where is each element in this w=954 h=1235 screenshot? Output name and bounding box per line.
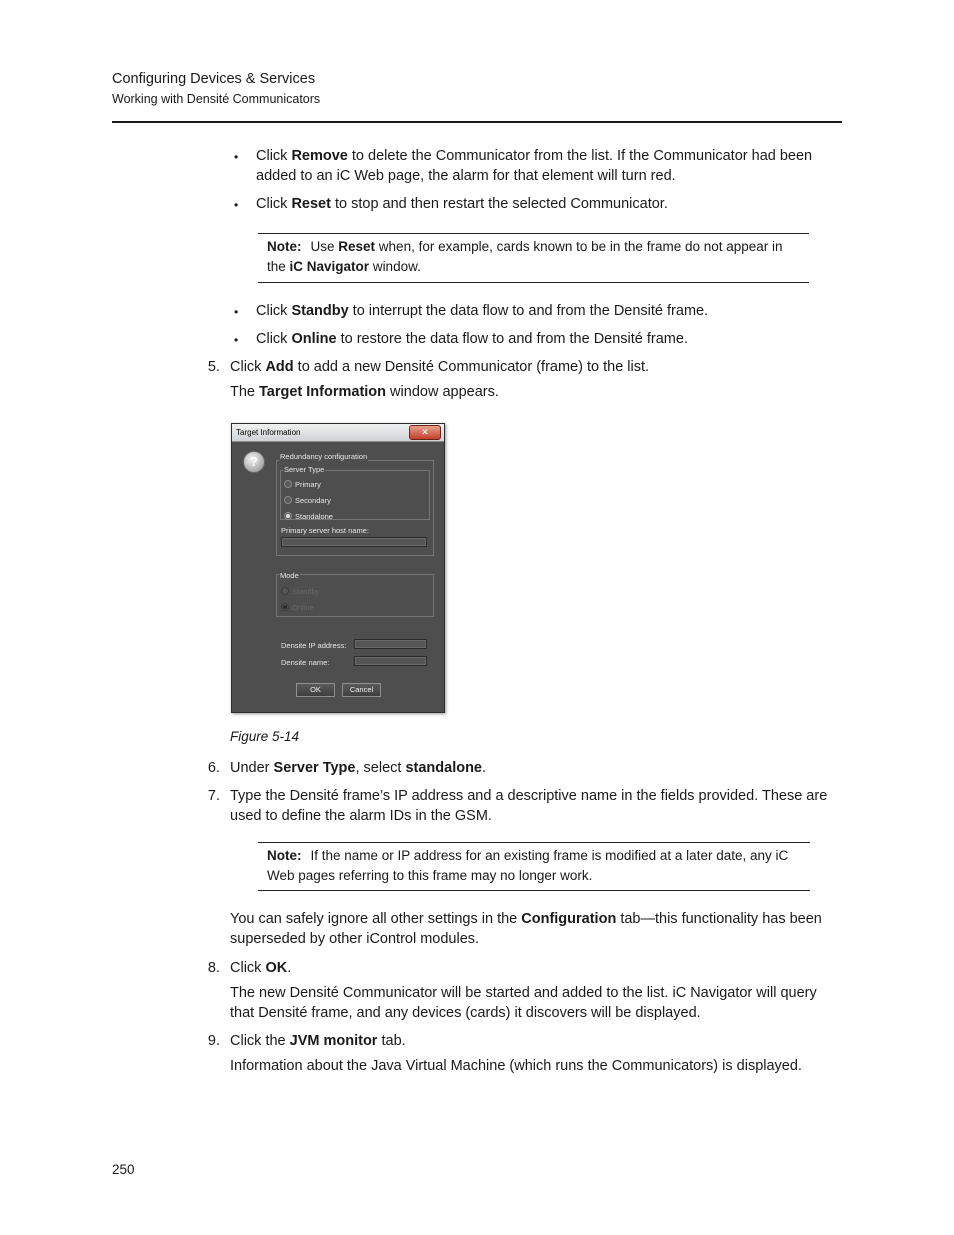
radio-primary[interactable] (284, 480, 292, 488)
server-type-legend: Server Type (284, 465, 325, 474)
step-number: 5. (207, 359, 220, 375)
running-header-chapter: Configuring Devices & Services (112, 71, 316, 87)
radio-secondary-label: Secondary (295, 496, 331, 505)
redundancy-legend: Redundancy configuration (280, 452, 368, 461)
page-number: 250 (112, 1162, 135, 1177)
radio-secondary[interactable] (284, 496, 292, 504)
radio-online[interactable] (281, 603, 289, 611)
step-number: 8. (207, 960, 220, 976)
note-reset: Note: Use Reset when, for example, cards known to be in the frame do not appear in the iC Navigator window. (258, 233, 809, 283)
radio-standalone-label: Standalone (295, 512, 333, 521)
step-8-result: The new Densité Communicator will be started and added to the list. iC Navigator will query that Densité frame, and any devices (cards) it discovers will be displayed. (230, 985, 817, 1021)
figure-caption: Figure 5-14 (230, 729, 300, 744)
bullet-marker: • (234, 150, 239, 164)
step-6: Under Server Type, select standalone. (230, 760, 487, 776)
densite-name-input[interactable] (354, 656, 427, 666)
radio-standby-label: Standby (292, 587, 320, 596)
bullet-reset: Click Reset to stop and then restart the selected Communicator. (256, 196, 668, 212)
bullet-online: Click Online to restore the data flow to and from the Densité frame. (256, 331, 688, 347)
close-icon[interactable]: ✕ (409, 425, 441, 440)
densite-ip-label: Densite IP address: (281, 641, 347, 650)
radio-standby[interactable] (281, 587, 289, 595)
cancel-button[interactable]: Cancel (342, 683, 381, 697)
dialog-title-bar (232, 424, 444, 442)
running-header-section: Working with Densité Communicators (112, 92, 321, 106)
bullet-remove: Click Remove to delete the Communicator from the list. If the Communicator had been added to an iC Web page, the alarm for that element will turn red. (256, 148, 813, 184)
note-ip-change: Note: If the name or IP address for an existing frame is modified at a later date, any iC Web pages referring to this frame may no longer work. (258, 842, 810, 891)
radio-online-label: Online (292, 603, 314, 612)
step-5-result: The Target Information window appears. (230, 384, 499, 400)
primary-host-input[interactable] (281, 537, 427, 547)
bullet-marker: • (234, 305, 239, 319)
densite-ip-input[interactable] (354, 639, 427, 649)
radio-standalone[interactable] (284, 512, 292, 520)
primary-host-label: Primary server host name: (281, 526, 369, 535)
step-9: Click the JVM monitor tab. (230, 1033, 406, 1049)
ok-button[interactable]: OK (296, 683, 335, 697)
header-rule (112, 121, 842, 123)
step-7: Type the Densité frame’s IP address and a descriptive name in the fields provided. These are used to define the alarm IDs in the GSM. (230, 788, 828, 824)
step-number: 9. (207, 1033, 220, 1049)
step-number: 7. (207, 788, 220, 804)
densite-name-label: Densite name: (281, 658, 330, 667)
help-icon: ? (243, 451, 265, 473)
dialog-title: Target Information (236, 428, 301, 437)
step-5: Click Add to add a new Densité Communicator (frame) to the list. (230, 359, 650, 375)
bullet-marker: • (234, 333, 239, 347)
mode-legend: Mode (280, 571, 299, 580)
step-9-result: Information about the Java Virtual Machine (which runs the Communicators) is displayed. (230, 1058, 802, 1074)
step-number: 6. (207, 760, 220, 776)
step-8: Click OK. (230, 960, 292, 976)
paragraph-configuration: You can safely ignore all other settings in the Configuration tab—this functionality has been superseded by other iControl modules. (230, 911, 822, 947)
bullet-standby: Click Standby to interrupt the data flow to and from the Densité frame. (256, 303, 709, 319)
target-information-dialog (231, 423, 445, 713)
bullet-marker: • (234, 198, 239, 212)
radio-primary-label: Primary (295, 480, 321, 489)
